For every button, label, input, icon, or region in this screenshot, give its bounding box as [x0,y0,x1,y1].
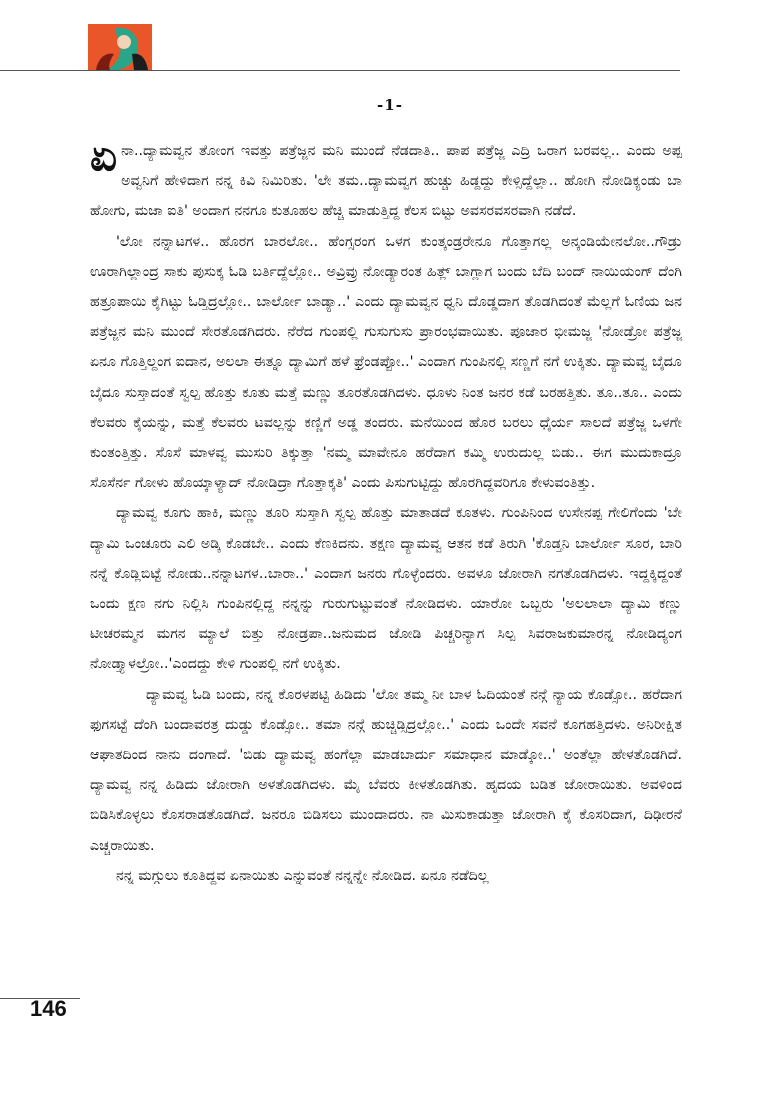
header-divider [0,70,680,71]
dropcap-letter: ಏ [90,131,118,180]
paragraph: 'ಲೋ ನನ್ನಾಟಗಳ.. ಹೊರಗ ಬಾರಲೋ.. ಹೆಂಗ್ಸರಂಗ ಒಳಗ ಕುಂತ್ಕಂಡ್ರರೇನೂ ಗೊತ್ತಾಗಲ್ಲ ಅನ್ಕಂಡಿಯೇನಲೋ..ಗೌಡ್ರು ಊರಾಗಿಲ್ಲಾಂದ್ರ ಸಾಕು ಪುಸುಕ್ಕ ಓಡಿ ಬರ್ತಿದ್ದೆಲ್ಲೋ.. ಅವ್ರಿವ್ರು ನೋಡ್ಯಾರಂತ ಹಿತ್ಲ್ ಬಾಗ್ಲಾಗ ಬಂದು ಬೆದಿ ಬಂದ್ ನಾಯಿಯಂಗ್ ದೆಂಗಿ ಹತ್ರೂಪಾಯಿ ಕೈಗಿಟ್ಟು ಓಡ್ತಿದ್ರಲ್ಲೋ.. ಬಾರ್ಲೋ ಬಾಡ್ಯಾ..' ಎಂದು ದ್ಯಾಮವ್ವನ ಧ್ವನಿ ದೊಡ್ಡದಾಗ ತೊಡಗಿದಂತೆ ಮೆಲ್ಲಗೆ ಓಣಿಯ ಜನ ಪತ್ರೆಜ್ಜನ ಮನಿ ಮುಂದೆ ಸೇರತೊಡಗಿದರು. ನೆರೆದ ಗುಂಪಲ್ಲಿ ಗುಸುಗುಸು ಪ್ರಾರಂಭವಾಯಿತು. ಪೂಜಾರ ಭೀಮಜ್ಜ 'ನೋಡ್ರೋ ಪತ್ರೆಜ್ಜ ಏನೂ ಗೊತ್ತಿಲ್ದಂಗ ಐದಾನ, ಅಲಲಾ ಈತ್ನೂ ದ್ಯಾಮಿಗೆ ಹಳೆ ಫ್ರೆಂಡಪ್ಪೋ..' ಎಂದಾಗ ಗುಂಪಿನಲ್ಲಿ ಸಣ್ಣಗೆ ನಗೆ ಉಕ್ಕಿತು. ದ್ಯಾಮವ್ವ ಬೈದೂ ಬೈದೂ ಸುಸ್ತಾದಂತೆ ಸ್ವಲ್ಪ ಹೊತ್ತು ಕೂತು ಮತ್ತೆ ಮಣ್ಣು ತೂರತೊಡಗಿದಳು. ಧೂಳು ನಿಂತ ಜನರ ಕಡೆ ಬರಹತ್ತಿತು. ತೂ..ತೂ.. ಎಂದು ಕೆಲವರು ಕೈಯನ್ನು, ಮತ್ತೆ ಕೆಲವರು ಟವಲ್ಲನ್ನು ಕಣ್ಣಿಗೆ ಅಡ್ಡ ತಂದರು. ಮನೆಯಿಂದ ಹೊರ ಬರಲು ಧೈರ್ಯ ಸಾಲದೆ ಪತ್ರೆಜ್ಜ ಒಳಗೇ ಕುಂತಂತ್ತಿತ್ತು. ಸೊಸೆ ಮಾಳವ್ವ ಮುಸುರಿ ತಿಕ್ಕುತ್ತಾ 'ನಮ್ಮ ಮಾವೇನೂ ಹರೆದಾಗ ಕಮ್ಮಿ ಉರುದುಲ್ಲ ಬಿಡು.. ಈಗ ಮುದುಕಾದ್ರೂ ಸೊಸೆರ್ನ ಗೋಳು ಹೊಯ್ಕಾಳ್ಯಾದ್ ನೋಡಿದ್ರಾ ಗೊತ್ತಾಕ್ಕತಿ' ಎಂದು ಪಿಸುಗುಟ್ಟಿದ್ದು ಹೊರಗಿದ್ದವರಿಗೂ ಕೇಳುವಂತಿತ್ತು. [90,233,682,492]
publisher-logo [88,24,152,70]
paragraph: ನನ್ನ ಮಗ್ಗುಲು ಕೂತಿದ್ದವ ಏನಾಯಿತು ಎನ್ನುವಂತೆ ನನ್ನನ್ನೇ ನೋಡಿದ. ಏನೂ ನಡೆದಿಲ್ಲ [116,867,489,884]
paragraph-text: ನಾ..ದ್ಯಾಮವ್ವನ ತೋಂಗ ಇವತ್ತು ಪತ್ರೆಜ್ಜನ ಮನಿ ಮುಂದೆ ನೆಡದಾತಿ.. ಪಾಪ ಪತ್ರೆಜ್ಜ ಎದ್ರಿ ಒರಾಗ ಬರವಲ್ಲ.. ಎಂದು ಅಪ್ಪ ಅವ್ವನಿಗೆ ಹೇಳಿದಾಗ ನನ್ನ ಕಿವಿ ನಿಮಿರಿತು. 'ಲೇ ತಮ..ದ್ಯಾಮವ್ವಗ ಹುಚ್ಚು ಹಿಡ್ದದ್ದು ಕೇಳ್ಸಿದ್ದೆಲ್ಲಾ.. ಹೋಗಿ ನೋಡಿಕ್ಯಂಡು ಬಾ ಹೋಗು, ಮಜಾ ಐತಿ' ಅಂದಾಗ ನನಗೂ ಕುತೂಹಲ ಹೆಚ್ಚಿ ಮಾಡುತ್ತಿದ್ದ ಕೆಲಸ ಬಿಟ್ಟು ಅವಸರವಸರವಾಗಿ ನಡೆದೆ. [90,143,682,220]
paragraph [90,131,682,227]
page-number: 146 [30,996,67,1021]
chapter-number: -1- [377,96,403,114]
paragraph: ದ್ಯಾಮವ್ವ ಕೂಗು ಹಾಕಿ, ಮಣ್ಣು ತೂರಿ ಸುಸ್ತಾಗಿ ಸ್ವಲ್ಪ ಹೊತ್ತು ಮಾತಾಡದೆ ಕೂತಳು. ಗುಂಪಿನಿಂದ ಉಸೇನಪ್ಪ ಗೇಲಿಗೆಂದು 'ಬೇ ದ್ಯಾಮಿ ಒಂಚೂರು ಎಲಿ ಅಡ್ಕಿ ಕೊಡಬೇ.. ಎಂದು ಕೆಣಕಿದನು. ತಕ್ಷಣ ದ್ಯಾಮವ್ವ ಆತನ ಕಡೆ ತಿರುಗಿ 'ಕೊಡ್ತನಿ ಬಾರ್ಲೋ ಸೂರ, ಬಾರಿ ನನ್ನೆ ಕೊಡ್ಲಿಬಿಟ್ಟೆ ನೋಡು..ನನ್ನಾಟಗಳ..ಬಾರಾ..' ಎಂದಾಗ ಜನರು ಗೊಳ್ಳೆಂದರು. ಅವಳೂ ಜೋರಾಗಿ ನಗತೊಡಗಿದಳು. ಇದ್ದಕ್ಕಿದ್ದಂತೆ ಒಂದು ಕ್ಷಣ ನಗು ನಿಲ್ಲಿಸಿ ಗುಂಪಿನಲ್ಲಿದ್ದ ನನ್ನನ್ನು ಗುರುಗುಟ್ಟುವಂತೆ ನೋಡಿದಳು. ಯಾರೋ ಒಬ್ಬರು 'ಅಲಲಾಲಾ ದ್ಯಾಮಿ ಕಣ್ಣು ಟೀಚರಮ್ಮನ ಮಗನ ಮ್ಯಾಲೆ ಬಿತ್ತು ನೋಡ್ರಪಾ..ಜನುಮದ ಜೋಡಿ ಪಿಚ್ಚರಿನ್ಯಾಗ ಸಿಲ್ಪ ಸಿವರಾಜಕುಮಾರನ್ನ ನೋಡಿದ್ಯಂಗ ನೋಡ್ತ್ಯಾಳಲ್ರೋ..'ಎಂದದ್ದು ಕೇಳಿ ಗುಂಪಲ್ಲಿ ನಗೆ ಉಕ್ಕಿತು. [90,505,682,673]
paragraph: ದ್ಯಾಮವ್ವ ಓಡಿ ಬಂದು, ನನ್ನ ಕೊರಳಪಟ್ಟಿ ಹಿಡಿದು 'ಲೋ ತಮ್ಮ ನೀ ಬಾಳ ಓದಿಯಂತೆ ನನ್ಗೆ ನ್ಯಾಯ ಕೊಡ್ಸೋ.. ಹರೆದಾಗ ಫುಗಸಟ್ಟೆ ದೆಂಗಿ ಬಂದಾವರತ್ರ ದುಡ್ಡು ಕೊಡ್ಸೋ.. ತಮಾ ನನ್ಗೆ ಹುಚ್ಚಿಡ್ಸಿದ್ರಲ್ಲೋ..' ಎಂದು ಒಂದೇ ಸವನೆ ಕೂಗಹತ್ತಿದಳು. ಅನಿರೀಕ್ಷಿತ ಆಘಾತದಿಂದ ನಾನು ದಂಗಾದೆ. 'ಬಿಡು ದ್ಯಾಮವ್ವ ಹಂಗೆಲ್ಲಾ ಮಾಡಬಾರ್ದು ಸಮಾಧಾನ ಮಾಡ್ಕೋ..' ಅಂತೆಲ್ಲಾ ಹೇಳತೊಡಗಿದೆ. ದ್ಯಾಮವ್ವ ನನ್ನ ಹಿಡಿದು ಜೋರಾಗಿ ಅಳತೊಡಗಿದಳು. ಮೈ ಬೆವರು ಕೀಳತೊಡಗಿತು. ಹೃದಯ ಬಡಿತ ಜೋರಾಯಿತು. ಅವಳಿಂದ ಬಿಡಿಸಿಕೊಳ್ಳಲು ಕೊಸರಾಡತೊಡಗಿದೆ. ಜನರೂ ಬಿಡಿಸಲು ಮುಂದಾದರು. ನಾ ಮಿಸುಕಾಡುತ್ತಾ ಜೋರಾಗಿ ಕೈ ಕೊಸರಿದಾಗ, ದಿಢೀರನೆ ಎಚ್ಚರಾಯಿತು. [90,686,682,854]
story-body [90,131,682,891]
